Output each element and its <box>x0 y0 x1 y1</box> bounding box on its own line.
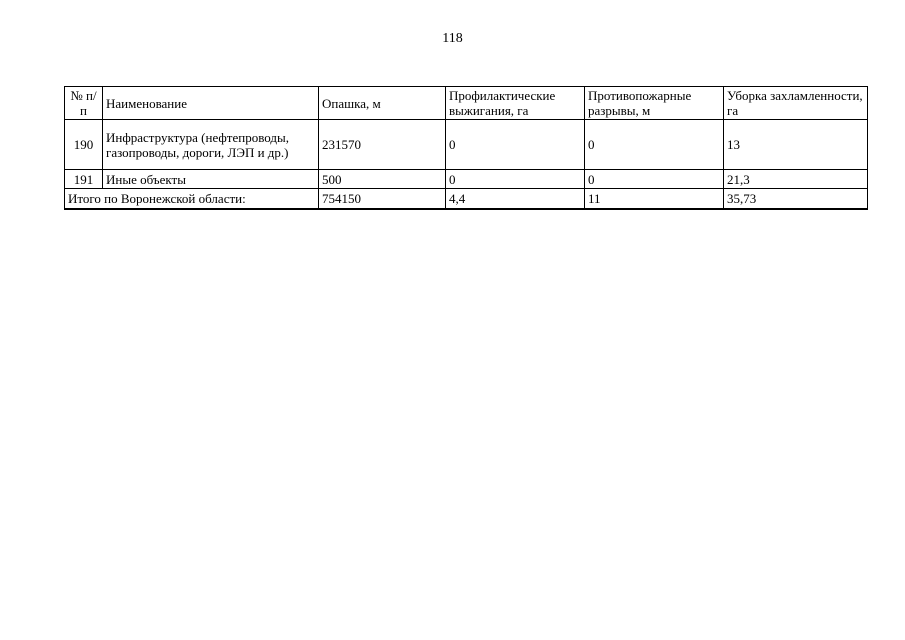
header-name: Наименование <box>103 87 319 120</box>
row-edge: 500 <box>319 170 446 189</box>
row-cleanup: 13 <box>724 120 868 170</box>
page-number: 118 <box>442 31 463 46</box>
row-name: Инфраструктура (нефтепроводы, газопроводы, дороги, ЛЭП и др.) <box>103 120 319 170</box>
header-burning: Профилактические выжигания, га <box>446 87 585 120</box>
table-header-row <box>65 87 868 120</box>
total-edge: 754150 <box>319 189 446 210</box>
row-burning: 0 <box>446 170 585 189</box>
row-cleanup: 21,3 <box>724 170 868 189</box>
header-num: № п/п <box>65 87 103 120</box>
row-firebreaks: 0 <box>585 170 724 189</box>
total-burning: 4,4 <box>446 189 585 210</box>
row-num: 191 <box>65 170 103 189</box>
row-name: Иные объекты <box>103 170 319 189</box>
row-num: 190 <box>65 120 103 170</box>
fire-prevention-table <box>64 86 868 210</box>
total-cleanup: 35,73 <box>724 189 868 210</box>
table-row <box>65 170 868 189</box>
row-firebreaks: 0 <box>585 120 724 170</box>
row-edge: 231570 <box>319 120 446 170</box>
total-row <box>65 189 868 210</box>
header-cleanup: Уборка захламленности, га <box>724 87 868 120</box>
table-row <box>65 120 868 170</box>
header-firebreaks: Противопожарные разрывы, м <box>585 87 724 120</box>
total-firebreaks: 11 <box>585 189 724 210</box>
total-label: Итого по Воронежской области: <box>65 189 319 210</box>
header-edge: Опашка, м <box>319 87 446 120</box>
row-burning: 0 <box>446 120 585 170</box>
